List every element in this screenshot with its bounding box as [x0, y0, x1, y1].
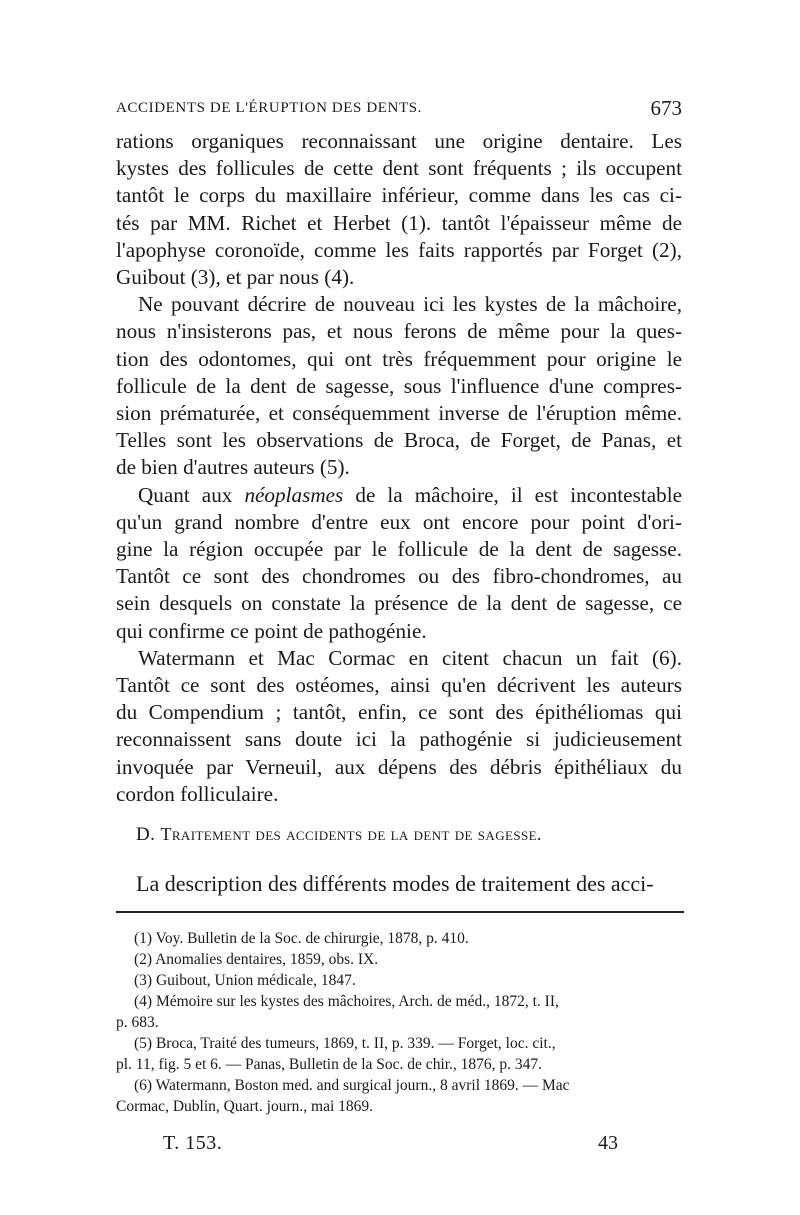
- section-heading: [136, 824, 682, 846]
- text-line: tantôt le corps du maxillaire inférieur, comme dans les cas ci-: [116, 183, 682, 208]
- text-line: cordon folliculaire.: [116, 781, 279, 806]
- text-line: sion prématurée, et conséquemment inverse de l'éruption même.: [116, 401, 682, 426]
- footnote: (2) Anomalies dentaires, 1859, obs. IX.: [134, 951, 379, 968]
- text-line: de bien d'autres auteurs (5).: [116, 455, 350, 480]
- running-title: ACCIDENTS DE L'ÉRUPTION DES DENTS.: [116, 100, 423, 116]
- text-fragment: de la mâchoire, il est incontestable: [355, 482, 682, 507]
- footnote: (5) Broca, Traité des tumeurs, 1869, t. II, p. 339. — Forget, loc. cit.,: [134, 1035, 556, 1052]
- text-line: du Compendium ; tantôt, enfin, ce sont des épithéliomas qui: [116, 700, 682, 725]
- text-line: Ne pouvant décrire de nouveau ici les kystes de la mâchoire,: [138, 292, 682, 317]
- sheet-number: 43: [598, 1132, 618, 1154]
- page-number: 673: [650, 96, 682, 120]
- text-fragment: Quant aux: [138, 482, 233, 507]
- text-line: reconnaissent sans doute ici la pathogénie si judicieusement: [116, 727, 682, 752]
- text-line: Watermann et Mac Cormac en citent chacun un fait (6).: [138, 645, 682, 670]
- running-header: [0, 96, 682, 120]
- main-text: [116, 128, 682, 808]
- signature-mark: T. 153.: [163, 1132, 223, 1154]
- italic-term: néoplasmes: [244, 482, 344, 507]
- section-title: Traitement des accidents de la dent de sagesse.: [160, 824, 542, 844]
- text-line: rations organiques reconnaissant une origine dentaire. Les: [116, 129, 682, 153]
- text-line: qu'un grand nombre d'entre eux ont encore pour point d'ori-: [116, 509, 682, 534]
- footnote: (6) Watermann, Boston med. and surgical journ., 8 avril 1869. — Mac: [134, 1077, 570, 1094]
- text-line: Tantôt ce sont des ostéomes, ainsi qu'en décrivent les auteurs: [116, 673, 682, 698]
- footnote: (3) Guibout, Union médicale, 1847.: [134, 972, 356, 989]
- text-line: tés par MM. Richet et Herbet (1). tantôt l'épaisseur même de: [116, 210, 682, 235]
- text-line: nous n'insisterons pas, et nous ferons de même pour la ques-: [116, 319, 682, 344]
- section-intro: La description des différents modes de traitement des acci-: [136, 871, 654, 896]
- footnote-continuation: p. 683.: [116, 1014, 159, 1031]
- footnote-continuation: pl. 11, fig. 5 et 6. — Panas, Bulletin de la Soc. de chir., 1876, p. 347.: [116, 1056, 543, 1073]
- text-line: Tantôt ce sont des chondromes ou des fibro-chondromes, au: [116, 564, 682, 589]
- text-line: l'apophyse coronoïde, comme les faits rapportés par Forget (2),: [116, 237, 682, 262]
- footnote: (4) Mémoire sur les kystes des mâchoires, Arch. de méd., 1872, t. II,: [134, 993, 559, 1010]
- footnote-continuation: Cormac, Dublin, Quart. journ., mai 1869.: [116, 1098, 373, 1115]
- section-letter: D.: [136, 824, 156, 845]
- text-line: gine la région occupée par le follicule de la dent de sagesse.: [116, 537, 682, 562]
- text-line: invoquée par Verneuil, aux dépens des débris épithéliaux du: [116, 754, 682, 779]
- text-line: follicule de la dent de sagesse, sous l'influence d'une compres-: [116, 373, 682, 398]
- text-line: qui confirme ce point de pathogénie.: [116, 618, 427, 643]
- footnote: (1) Voy. Bulletin de la Soc. de chirurgie, 1878, p. 410.: [134, 930, 469, 947]
- footnote-rule: [116, 911, 684, 913]
- footnotes: [116, 928, 684, 1117]
- text-line: kystes des follicules de cette dent sont fréquents ; ils occupent: [116, 156, 682, 181]
- text-line: tion des odontomes, qui ont très fréquemment pour origine le: [116, 346, 682, 371]
- text-line: [116, 482, 682, 509]
- text-line: sein desquels on constate la présence de la dent de sagesse, ce: [116, 591, 682, 616]
- text-line: Guibout (3), et par nous (4).: [116, 265, 355, 290]
- text-line: Telles sont les observations de Broca, de Forget, de Panas, et: [116, 428, 682, 453]
